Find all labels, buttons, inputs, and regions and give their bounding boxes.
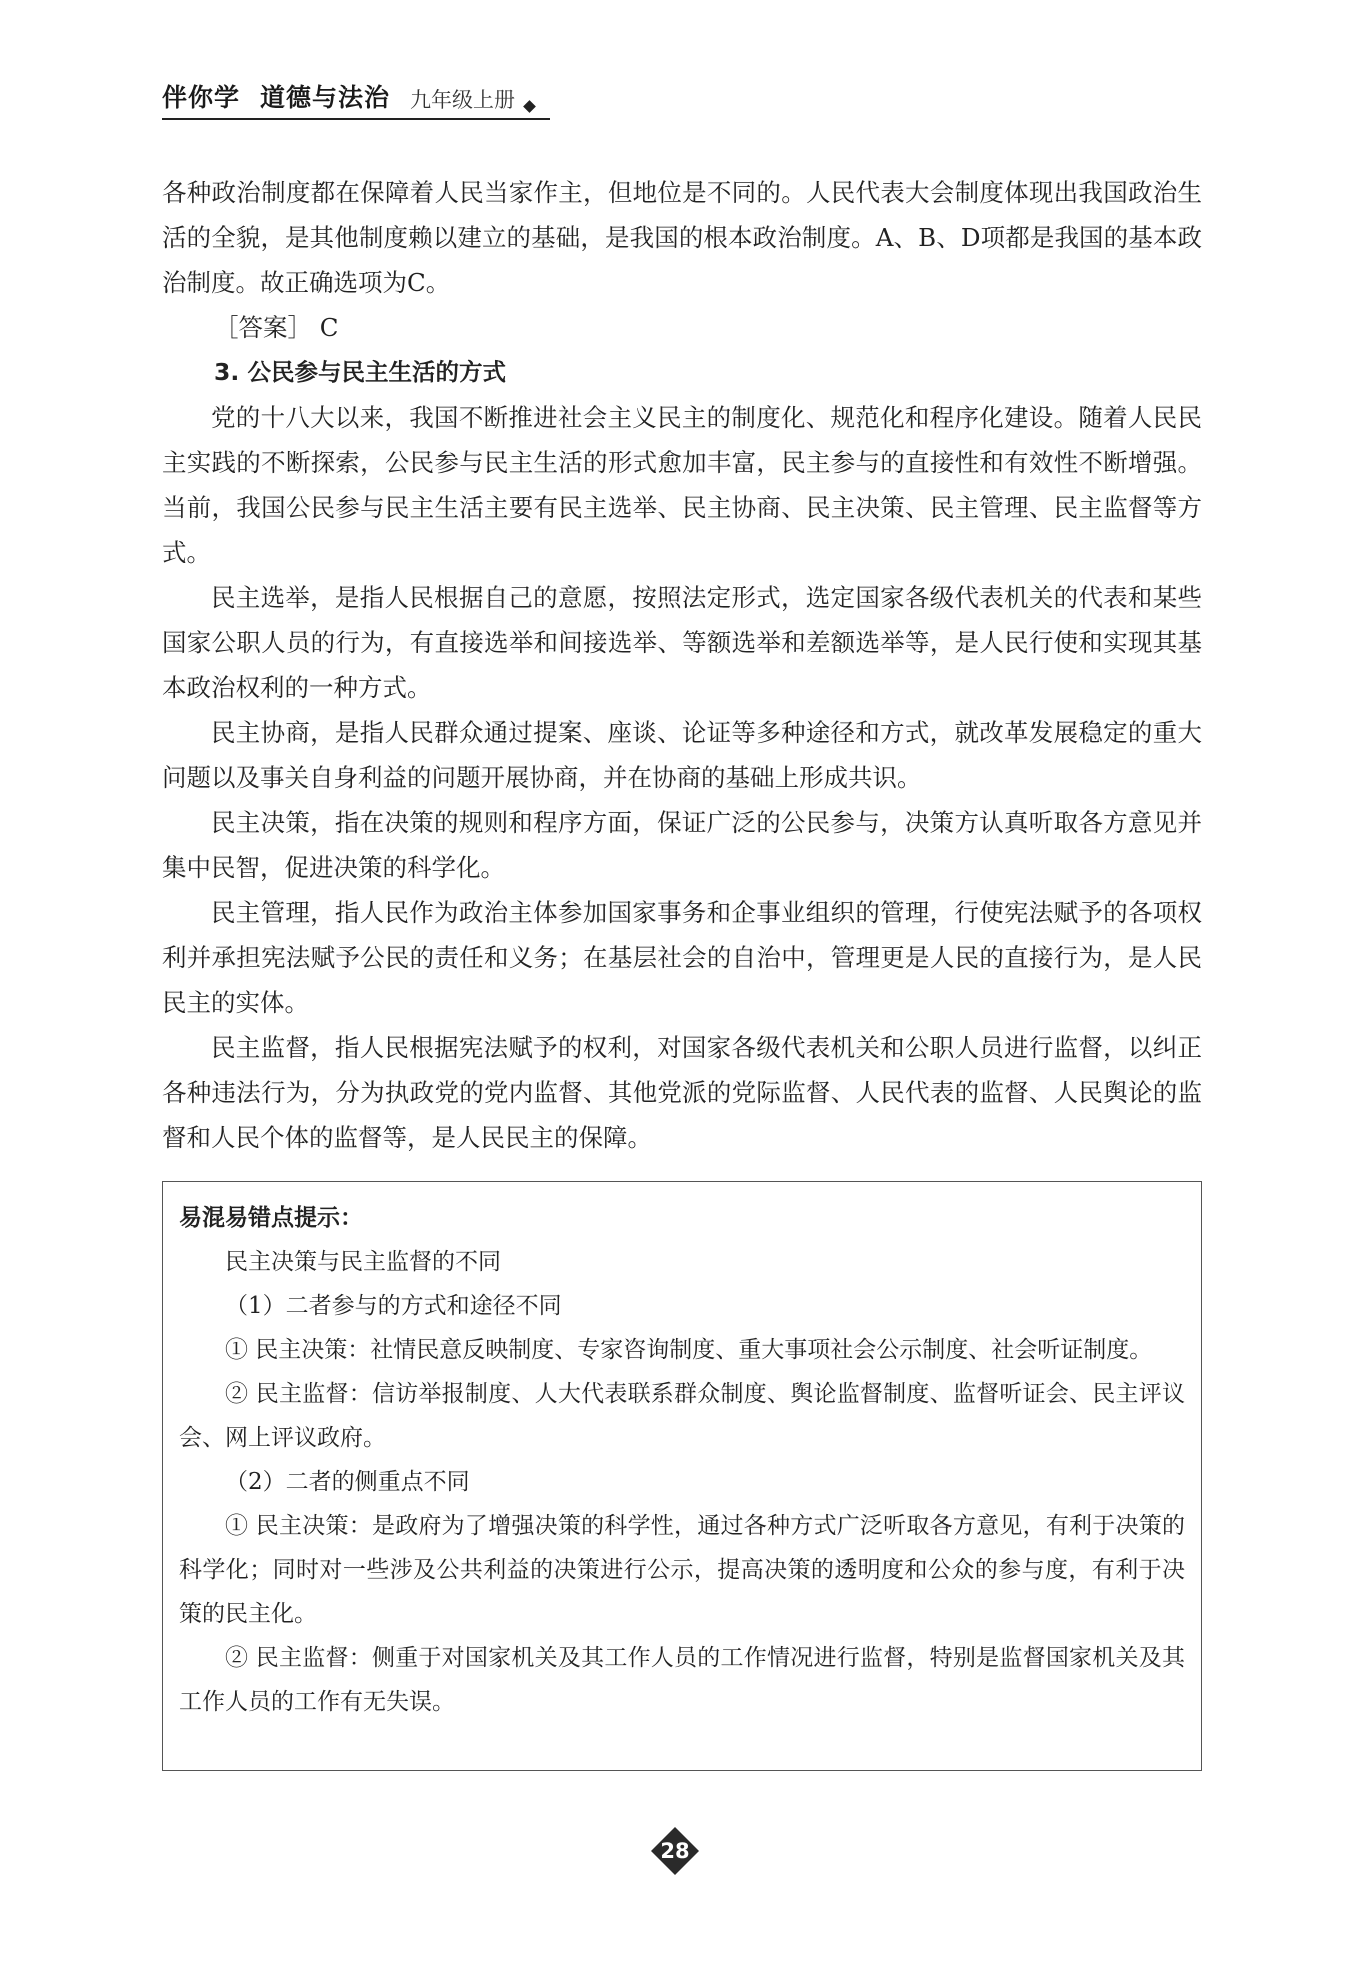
running-header (162, 74, 1212, 114)
paragraph-democratic-management: 民主管理，指人民作为政治主体参加国家事务和企事业组织的管理，行使宪法赋予的各项权利并承担宪法赋予公民的责任和义务；在基层社会的自治中，管理更是人民的直接行为，是人民民主的实体。 (162, 898, 1202, 1017)
page-number-text: 28 (660, 1839, 690, 1863)
tip-item: ② 民主监督：侧重于对国家机关及其工作人员的工作情况进行监督，特别是监督国家机关及其工作人员的工作有无失误。 (179, 1645, 1185, 1715)
tip-subtitle: 民主决策与民主监督的不同 (225, 1249, 501, 1275)
main-content (162, 170, 1202, 1160)
paragraph-democratic-election: 民主选举，是指人民根据自己的意愿，按照法定形式，选定国家各级代表机关的代表和某些国家公职人员的行为，有直接选举和间接选举、等额选举和差额选举等，是人民行使和实现其基本政治权利的一种方式。 (162, 583, 1202, 702)
book-brand: 伴你学 (162, 83, 241, 112)
paragraph-democratic-decision: 民主决策，指在决策的规则和程序方面，保证广泛的公民参与，决策方认真听取各方意见并集中民智，促进决策的科学化。 (162, 808, 1202, 882)
paragraph-overview: 党的十八大以来，我国不断推进社会主义民主的制度化、规范化和程序化建设。随着人民民主实践的不断探索，公民参与民主生活的形式愈加丰富，民主参与的直接性和有效性不断增强。当前，我国公民参与民主生活主要有民主选举、民主协商、民主决策、民主管理、民主监督等方式。 (162, 403, 1202, 567)
tip-box (162, 1181, 1202, 1771)
answer-label: ［答案］ (214, 313, 312, 342)
paragraph-democratic-consultation: 民主协商，是指人民群众通过提案、座谈、论证等多种途径和方式，就改革发展稳定的重大问题以及事关自身利益的问题开展协商，并在协商的基础上形成共识。 (162, 718, 1202, 792)
tip-title: 易混易错点提示： (179, 1205, 363, 1231)
paragraph-democratic-supervision: 民主监督，指人民根据宪法赋予的权利，对国家各级代表机关和公职人员进行监督，以纠正各种违法行为，分为执政党的党内监督、其他党派的党际监督、人民代表的监督、人民舆论的监督和人民个体的监督等，是人民民主的保障。 (162, 1033, 1202, 1152)
book-grade: 九年级上册 (410, 88, 516, 112)
book-subject: 道德与法治 (260, 83, 391, 112)
tip-item: ① 民主决策：社情民意反映制度、专家咨询制度、重大事项社会公示制度、社会听证制度。 (225, 1337, 1153, 1363)
answer-line (162, 305, 1202, 350)
page-number (650, 1826, 700, 1876)
intro-paragraph: 各种政治制度都在保障着人民当家作主，但地位是不同的。人民代表大会制度体现出我国政治生活的全貌，是其他制度赖以建立的基础，是我国的根本政治制度。A、B、D项都是我国的基本政治制度。故正确选项为C。 (162, 178, 1202, 297)
tip-item: （1）二者参与的方式和途径不同 (225, 1293, 562, 1319)
diamond-icon (523, 100, 536, 113)
answer-value: C (319, 313, 339, 342)
tip-item: ② 民主监督：信访举报制度、人大代表联系群众制度、舆论监督制度、监督听证会、民主评议会、网上评议政府。 (179, 1381, 1185, 1451)
tip-item: ① 民主决策：是政府为了增强决策的科学性，通过各种方式广泛听取各方意见，有利于决策的科学化；同时对一些涉及公共利益的决策进行公示，提高决策的透明度和公众的参与度，有利于决策的民主化。 (179, 1513, 1185, 1627)
header-rule (162, 118, 550, 120)
section-title: 3. 公民参与民主生活的方式 (214, 358, 506, 386)
tip-item: （2）二者的侧重点不同 (225, 1469, 470, 1495)
